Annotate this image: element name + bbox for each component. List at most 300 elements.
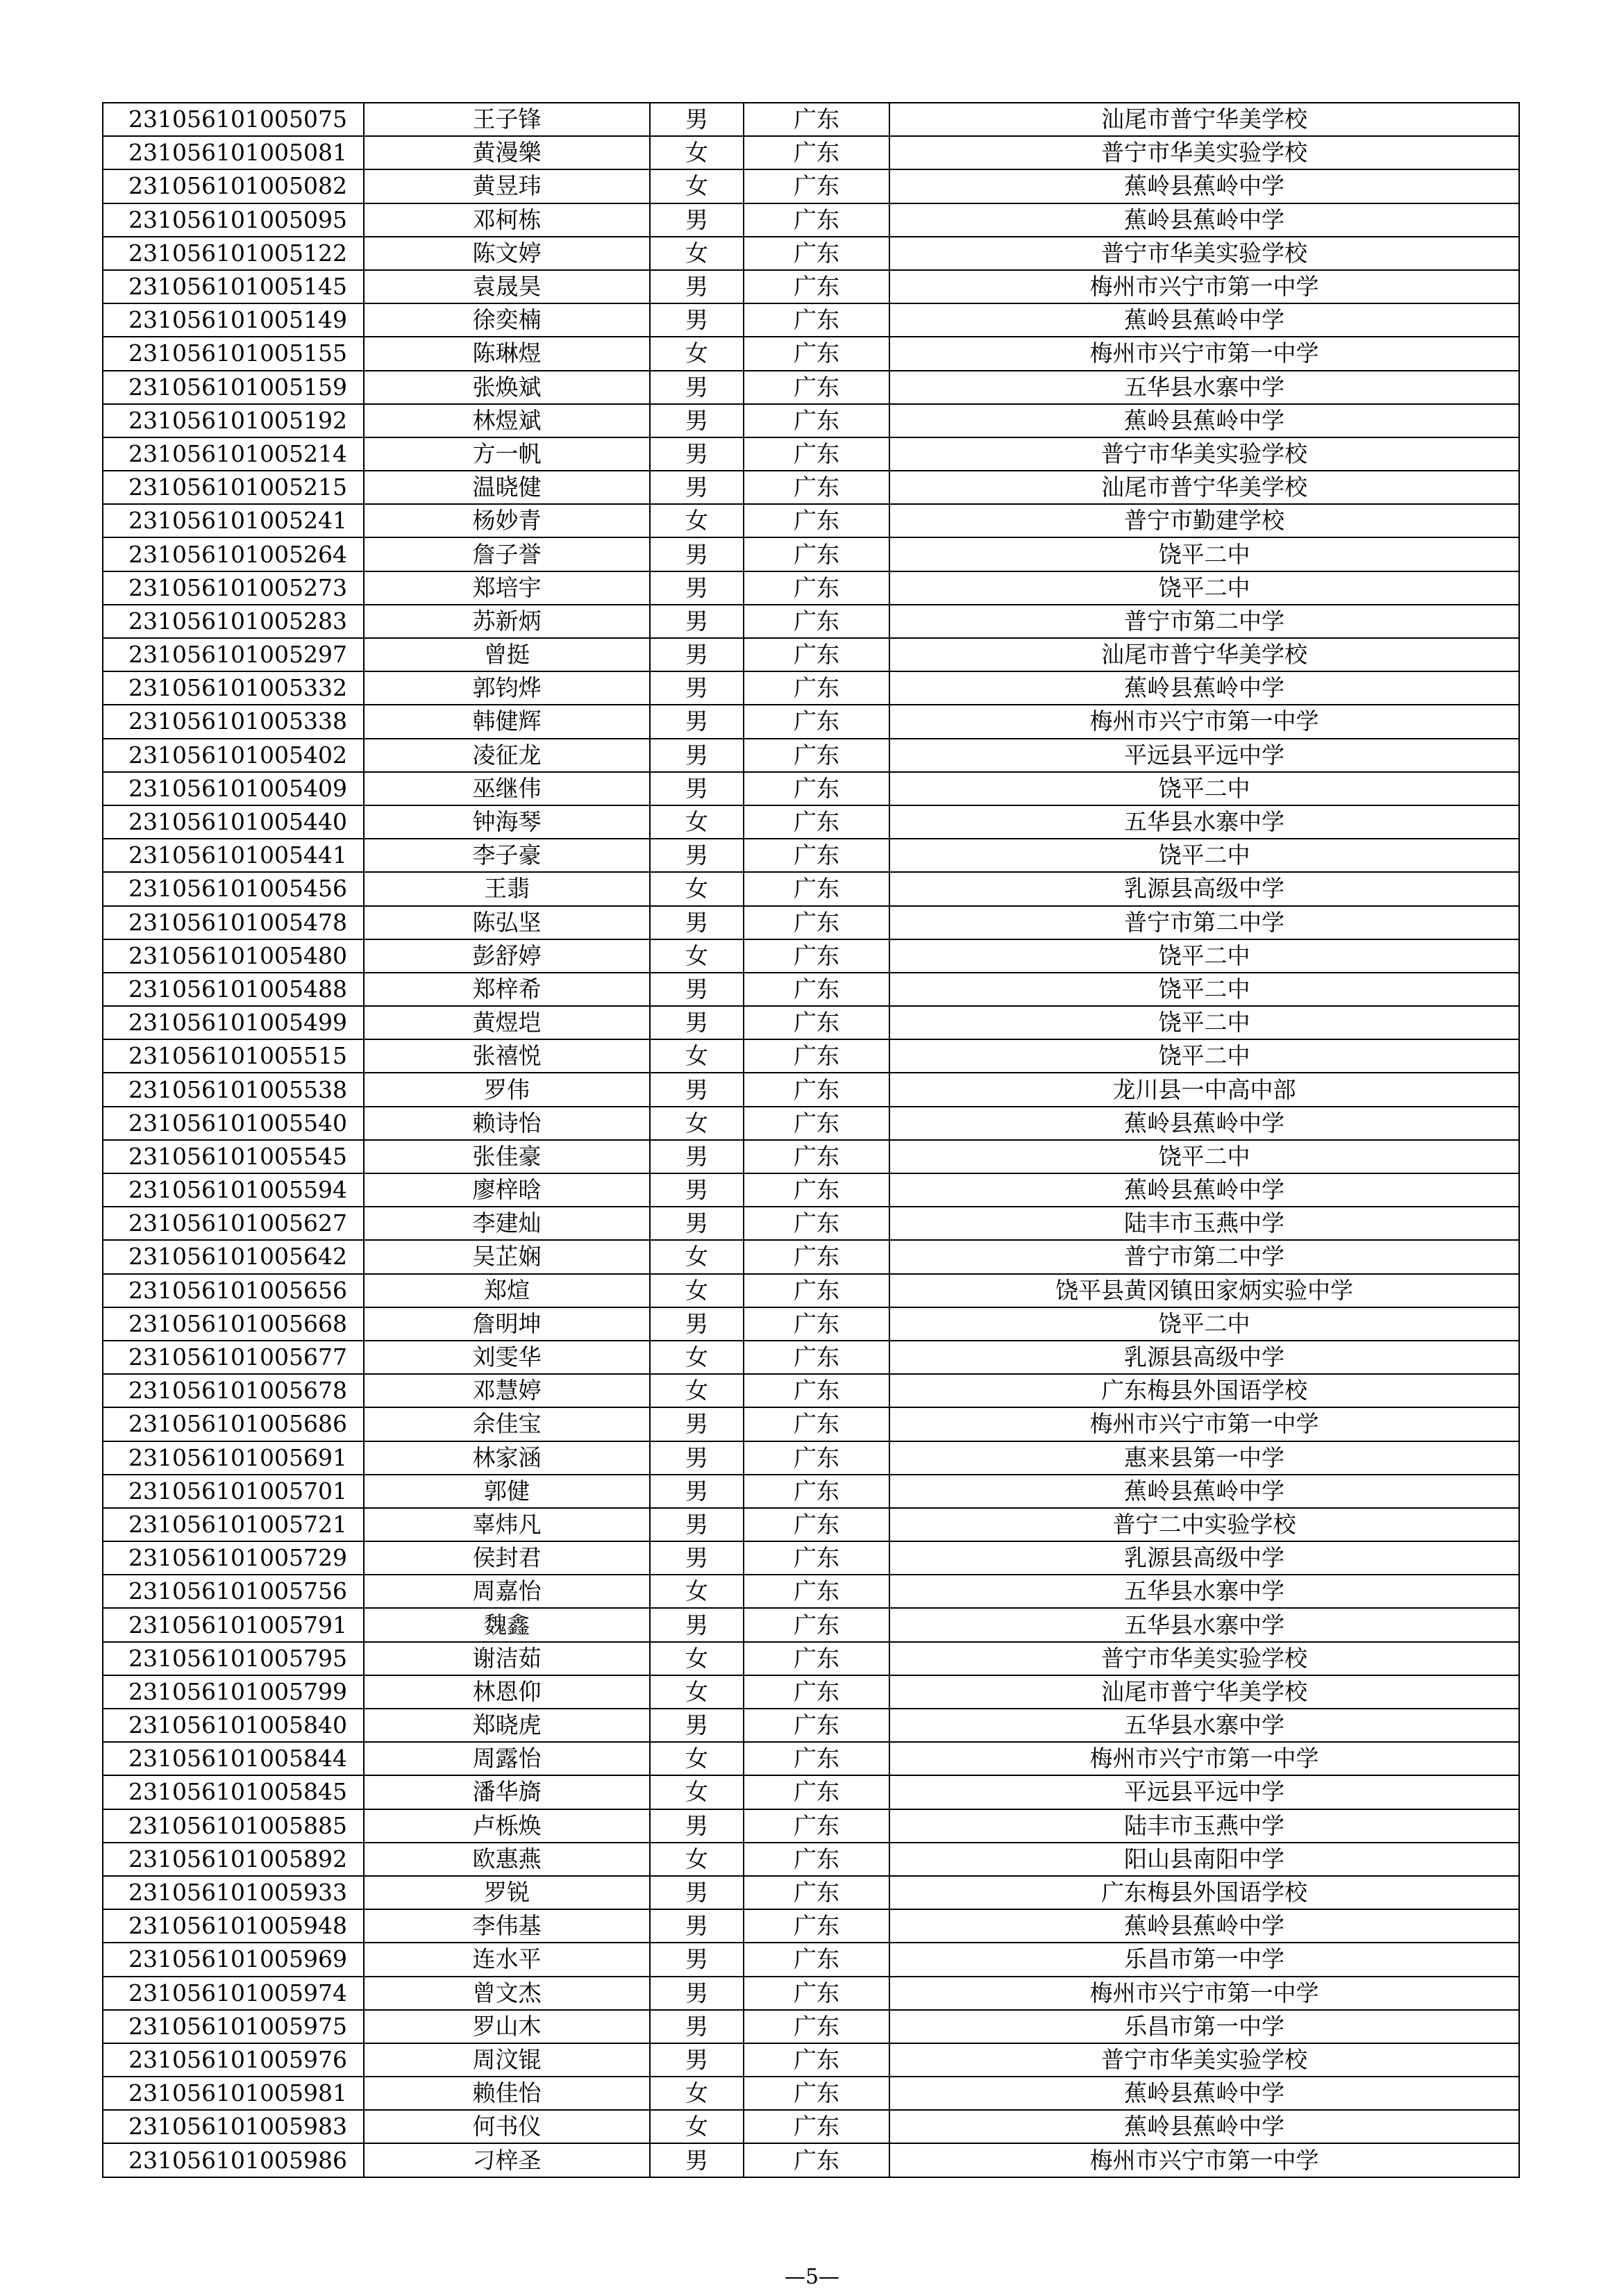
cell-gender: 女 xyxy=(650,1240,744,1273)
cell-province: 广东 xyxy=(744,1039,889,1073)
cell-exam-id: 231056101005338 xyxy=(103,705,364,738)
cell-school: 汕尾市普宁华美学校 xyxy=(889,1675,1519,1709)
table-row xyxy=(103,805,1519,839)
cell-province: 广东 xyxy=(744,1709,889,1742)
cell-gender: 男 xyxy=(650,605,744,638)
cell-province: 广东 xyxy=(744,2110,889,2143)
table-row xyxy=(103,1207,1519,1240)
cell-province: 广东 xyxy=(744,1173,889,1207)
cell-province: 广东 xyxy=(744,1742,889,1775)
cell-exam-id: 231056101005441 xyxy=(103,839,364,872)
table-row xyxy=(103,1039,1519,1073)
table-row xyxy=(103,1441,1519,1475)
cell-school: 蕉岭县蕉岭中学 xyxy=(889,1107,1519,1140)
cell-exam-id: 231056101005799 xyxy=(103,1675,364,1709)
table-row xyxy=(103,1073,1519,1106)
cell-exam-id: 231056101005538 xyxy=(103,1073,364,1106)
cell-gender: 男 xyxy=(650,1073,744,1106)
cell-exam-id: 231056101005264 xyxy=(103,537,364,571)
cell-name: 刘雯华 xyxy=(364,1341,650,1374)
table-row xyxy=(103,404,1519,437)
cell-school: 五华县水寨中学 xyxy=(889,371,1519,404)
table-row xyxy=(103,504,1519,537)
cell-exam-id: 231056101005456 xyxy=(103,872,364,905)
cell-school: 饶平二中 xyxy=(889,839,1519,872)
cell-gender: 女 xyxy=(650,1341,744,1374)
cell-school: 蕉岭县蕉岭中学 xyxy=(889,404,1519,437)
cell-exam-id: 231056101005081 xyxy=(103,136,364,169)
table-row xyxy=(103,270,1519,303)
cell-name: 彭舒婷 xyxy=(364,939,650,973)
cell-name: 赖佳怡 xyxy=(364,2077,650,2110)
cell-exam-id: 231056101005933 xyxy=(103,1876,364,1909)
cell-school: 平远县平远中学 xyxy=(889,739,1519,772)
table-row xyxy=(103,1173,1519,1207)
cell-name: 钟海琴 xyxy=(364,805,650,839)
table-row xyxy=(103,1240,1519,1273)
cell-province: 广东 xyxy=(744,772,889,805)
cell-school: 广东梅县外国语学校 xyxy=(889,1876,1519,1909)
table-row xyxy=(103,1475,1519,1508)
cell-school: 饶平二中 xyxy=(889,1006,1519,1039)
cell-school: 梅州市兴宁市第一中学 xyxy=(889,2143,1519,2177)
cell-school: 乳源县高级中学 xyxy=(889,872,1519,905)
cell-exam-id: 231056101005983 xyxy=(103,2110,364,2143)
cell-exam-id: 231056101005840 xyxy=(103,1709,364,1742)
cell-gender: 女 xyxy=(650,169,744,203)
cell-name: 杨妙青 xyxy=(364,504,650,537)
cell-exam-id: 231056101005499 xyxy=(103,1006,364,1039)
cell-province: 广东 xyxy=(744,1775,889,1809)
cell-name: 廖梓晗 xyxy=(364,1173,650,1207)
cell-name: 罗山木 xyxy=(364,2010,650,2043)
cell-school: 普宁市华美实验学校 xyxy=(889,136,1519,169)
cell-province: 广东 xyxy=(744,739,889,772)
cell-gender: 女 xyxy=(650,337,744,370)
table-row xyxy=(103,571,1519,605)
cell-gender: 女 xyxy=(650,1274,744,1307)
cell-province: 广东 xyxy=(744,805,889,839)
cell-exam-id: 231056101005192 xyxy=(103,404,364,437)
table-row xyxy=(103,1909,1519,1943)
cell-school: 饶平二中 xyxy=(889,939,1519,973)
cell-gender: 男 xyxy=(650,303,744,337)
cell-exam-id: 231056101005845 xyxy=(103,1775,364,1809)
cell-exam-id: 231056101005402 xyxy=(103,739,364,772)
cell-school: 饶平二中 xyxy=(889,1039,1519,1073)
cell-exam-id: 231056101005297 xyxy=(103,638,364,671)
cell-province: 广东 xyxy=(744,471,889,504)
cell-exam-id: 231056101005273 xyxy=(103,571,364,605)
cell-name: 曾文杰 xyxy=(364,1977,650,2010)
cell-school: 蕉岭县蕉岭中学 xyxy=(889,203,1519,237)
table-row xyxy=(103,939,1519,973)
cell-gender: 男 xyxy=(650,1809,744,1843)
cell-name: 凌征龙 xyxy=(364,739,650,772)
cell-name: 郑晓虎 xyxy=(364,1709,650,1742)
cell-province: 广东 xyxy=(744,371,889,404)
cell-province: 广东 xyxy=(744,1006,889,1039)
table-row xyxy=(103,1006,1519,1039)
cell-school: 饶平二中 xyxy=(889,973,1519,1006)
cell-name: 曾挺 xyxy=(364,638,650,671)
cell-province: 广东 xyxy=(744,1876,889,1909)
table-row xyxy=(103,1977,1519,2010)
cell-school: 饶平二中 xyxy=(889,1307,1519,1341)
table-row xyxy=(103,739,1519,772)
cell-name: 邓慧婷 xyxy=(364,1374,650,1407)
cell-school: 乳源县高级中学 xyxy=(889,1541,1519,1575)
cell-province: 广东 xyxy=(744,939,889,973)
cell-school: 五华县水寨中学 xyxy=(889,1575,1519,1608)
cell-gender: 男 xyxy=(650,973,744,1006)
cell-exam-id: 231056101005656 xyxy=(103,1274,364,1307)
cell-name: 张佳豪 xyxy=(364,1140,650,1173)
cell-school: 饶平县黄冈镇田家炳实验中学 xyxy=(889,1274,1519,1307)
table-row xyxy=(103,1876,1519,1909)
cell-province: 广东 xyxy=(744,1909,889,1943)
table-row xyxy=(103,839,1519,872)
cell-exam-id: 231056101005729 xyxy=(103,1541,364,1575)
cell-province: 广东 xyxy=(744,203,889,237)
cell-school: 陆丰市玉燕中学 xyxy=(889,1809,1519,1843)
cell-gender: 男 xyxy=(650,772,744,805)
cell-exam-id: 231056101005332 xyxy=(103,671,364,705)
table-row xyxy=(103,1541,1519,1575)
cell-exam-id: 231056101005075 xyxy=(103,103,364,136)
cell-gender: 男 xyxy=(650,2143,744,2177)
cell-province: 广东 xyxy=(744,103,889,136)
cell-exam-id: 231056101005642 xyxy=(103,1240,364,1273)
cell-gender: 男 xyxy=(650,1977,744,2010)
table-row xyxy=(103,437,1519,471)
cell-name: 罗锐 xyxy=(364,1876,650,1909)
cell-gender: 男 xyxy=(650,1307,744,1341)
cell-exam-id: 231056101005409 xyxy=(103,772,364,805)
table-row xyxy=(103,2077,1519,2110)
cell-name: 郑梓希 xyxy=(364,973,650,1006)
cell-province: 广东 xyxy=(744,1809,889,1843)
cell-province: 广东 xyxy=(744,839,889,872)
cell-gender: 男 xyxy=(650,839,744,872)
cell-province: 广东 xyxy=(744,1240,889,1273)
table-row xyxy=(103,671,1519,705)
cell-name: 欧惠燕 xyxy=(364,1843,650,1876)
cell-province: 广东 xyxy=(744,638,889,671)
cell-school: 普宁市勤建学校 xyxy=(889,504,1519,537)
cell-gender: 女 xyxy=(650,2077,744,2110)
cell-name: 周露怡 xyxy=(364,1742,650,1775)
cell-province: 广东 xyxy=(744,1608,889,1641)
table-row xyxy=(103,638,1519,671)
cell-gender: 女 xyxy=(650,1039,744,1073)
cell-school: 乳源县高级中学 xyxy=(889,1341,1519,1374)
cell-exam-id: 231056101005948 xyxy=(103,1909,364,1943)
cell-school: 梅州市兴宁市第一中学 xyxy=(889,270,1519,303)
table-row xyxy=(103,1274,1519,1307)
cell-exam-id: 231056101005974 xyxy=(103,1977,364,2010)
table-row xyxy=(103,1374,1519,1407)
cell-gender: 男 xyxy=(650,471,744,504)
cell-exam-id: 231056101005122 xyxy=(103,237,364,270)
cell-exam-id: 231056101005791 xyxy=(103,1608,364,1641)
cell-province: 广东 xyxy=(744,1575,889,1608)
cell-province: 广东 xyxy=(744,2010,889,2043)
cell-gender: 女 xyxy=(650,237,744,270)
cell-exam-id: 231056101005844 xyxy=(103,1742,364,1775)
cell-name: 侯封君 xyxy=(364,1541,650,1575)
table-row xyxy=(103,2143,1519,2177)
cell-name: 谢洁茹 xyxy=(364,1642,650,1675)
table-row xyxy=(103,705,1519,738)
table-row xyxy=(103,1341,1519,1374)
cell-exam-id: 231056101005145 xyxy=(103,270,364,303)
cell-gender: 男 xyxy=(650,203,744,237)
cell-province: 广东 xyxy=(744,504,889,537)
cell-exam-id: 231056101005478 xyxy=(103,906,364,939)
cell-gender: 男 xyxy=(650,1608,744,1641)
cell-school: 阳山县南阳中学 xyxy=(889,1843,1519,1876)
cell-school: 蕉岭县蕉岭中学 xyxy=(889,671,1519,705)
cell-school: 广东梅县外国语学校 xyxy=(889,1374,1519,1407)
cell-exam-id: 231056101005795 xyxy=(103,1642,364,1675)
cell-gender: 男 xyxy=(650,1876,744,1909)
cell-school: 普宁二中实验学校 xyxy=(889,1508,1519,1541)
cell-exam-id: 231056101005686 xyxy=(103,1407,364,1441)
cell-gender: 男 xyxy=(650,437,744,471)
roster-sheet xyxy=(102,102,1520,2178)
cell-name: 赖诗怡 xyxy=(364,1107,650,1140)
cell-gender: 男 xyxy=(650,571,744,605)
cell-school: 蕉岭县蕉岭中学 xyxy=(889,303,1519,337)
cell-gender: 男 xyxy=(650,1407,744,1441)
cell-gender: 男 xyxy=(650,1173,744,1207)
cell-name: 詹明坤 xyxy=(364,1307,650,1341)
table-row xyxy=(103,471,1519,504)
cell-province: 广东 xyxy=(744,303,889,337)
cell-gender: 男 xyxy=(650,739,744,772)
cell-exam-id: 231056101005668 xyxy=(103,1307,364,1341)
table-row xyxy=(103,237,1519,270)
cell-school: 普宁市华美实验学校 xyxy=(889,437,1519,471)
cell-exam-id: 231056101005283 xyxy=(103,605,364,638)
cell-gender: 男 xyxy=(650,1508,744,1541)
cell-school: 惠来县第一中学 xyxy=(889,1441,1519,1475)
table-row xyxy=(103,1709,1519,1742)
cell-gender: 女 xyxy=(650,136,744,169)
cell-gender: 男 xyxy=(650,2043,744,2077)
cell-name: 苏新炳 xyxy=(364,605,650,638)
cell-province: 广东 xyxy=(744,1374,889,1407)
cell-name: 辜炜凡 xyxy=(364,1508,650,1541)
cell-province: 广东 xyxy=(744,2143,889,2177)
cell-gender: 男 xyxy=(650,638,744,671)
cell-school: 蕉岭县蕉岭中学 xyxy=(889,2110,1519,2143)
table-row xyxy=(103,203,1519,237)
cell-name: 温晓健 xyxy=(364,471,650,504)
cell-name: 黄昱玮 xyxy=(364,169,650,203)
cell-exam-id: 231056101005159 xyxy=(103,371,364,404)
cell-school: 五华县水寨中学 xyxy=(889,1709,1519,1742)
cell-gender: 男 xyxy=(650,371,744,404)
cell-gender: 男 xyxy=(650,1909,744,1943)
cell-name: 周汶锟 xyxy=(364,2043,650,2077)
cell-gender: 男 xyxy=(650,1441,744,1475)
cell-school: 蕉岭县蕉岭中学 xyxy=(889,169,1519,203)
cell-exam-id: 231056101005701 xyxy=(103,1475,364,1508)
cell-school: 普宁市第二中学 xyxy=(889,605,1519,638)
cell-school: 蕉岭县蕉岭中学 xyxy=(889,2077,1519,2110)
cell-exam-id: 231056101005721 xyxy=(103,1508,364,1541)
cell-exam-id: 231056101005981 xyxy=(103,2077,364,2110)
cell-province: 广东 xyxy=(744,537,889,571)
table-row xyxy=(103,1107,1519,1140)
table-row xyxy=(103,872,1519,905)
cell-exam-id: 231056101005540 xyxy=(103,1107,364,1140)
cell-name: 余佳宝 xyxy=(364,1407,650,1441)
table-row xyxy=(103,1675,1519,1709)
cell-gender: 男 xyxy=(650,2010,744,2043)
table-row xyxy=(103,537,1519,571)
table-row xyxy=(103,103,1519,136)
cell-province: 广东 xyxy=(744,1642,889,1675)
table-row xyxy=(103,973,1519,1006)
cell-name: 林煜斌 xyxy=(364,404,650,437)
table-row xyxy=(103,1809,1519,1843)
cell-name: 黄漫樂 xyxy=(364,136,650,169)
cell-gender: 女 xyxy=(650,1642,744,1675)
table-row xyxy=(103,1642,1519,1675)
cell-exam-id: 231056101005756 xyxy=(103,1575,364,1608)
cell-name: 韩健辉 xyxy=(364,705,650,738)
cell-exam-id: 231056101005677 xyxy=(103,1341,364,1374)
cell-exam-id: 231056101005975 xyxy=(103,2010,364,2043)
cell-province: 广东 xyxy=(744,973,889,1006)
table-row xyxy=(103,1307,1519,1341)
cell-province: 广东 xyxy=(744,1073,889,1106)
cell-gender: 女 xyxy=(650,805,744,839)
table-row xyxy=(103,136,1519,169)
cell-name: 郑煊 xyxy=(364,1274,650,1307)
cell-school: 汕尾市普宁华美学校 xyxy=(889,103,1519,136)
cell-gender: 男 xyxy=(650,1207,744,1240)
cell-exam-id: 231056101005214 xyxy=(103,437,364,471)
cell-school: 饶平二中 xyxy=(889,1140,1519,1173)
cell-gender: 男 xyxy=(650,906,744,939)
cell-gender: 女 xyxy=(650,1575,744,1608)
cell-school: 五华县水寨中学 xyxy=(889,805,1519,839)
cell-exam-id: 231056101005440 xyxy=(103,805,364,839)
table-row xyxy=(103,2010,1519,2043)
cell-school: 梅州市兴宁市第一中学 xyxy=(889,1977,1519,2010)
cell-school: 蕉岭县蕉岭中学 xyxy=(889,1173,1519,1207)
cell-name: 陈文婷 xyxy=(364,237,650,270)
cell-school: 饶平二中 xyxy=(889,571,1519,605)
cell-gender: 男 xyxy=(650,404,744,437)
cell-school: 普宁市华美实验学校 xyxy=(889,1642,1519,1675)
cell-exam-id: 231056101005892 xyxy=(103,1843,364,1876)
cell-exam-id: 231056101005545 xyxy=(103,1140,364,1173)
cell-exam-id: 231056101005480 xyxy=(103,939,364,973)
cell-province: 广东 xyxy=(744,169,889,203)
cell-school: 陆丰市玉燕中学 xyxy=(889,1207,1519,1240)
cell-school: 梅州市兴宁市第一中学 xyxy=(889,705,1519,738)
table-row xyxy=(103,1575,1519,1608)
cell-gender: 男 xyxy=(650,537,744,571)
cell-exam-id: 231056101005082 xyxy=(103,169,364,203)
cell-province: 广东 xyxy=(744,1341,889,1374)
table-row xyxy=(103,1943,1519,1976)
cell-province: 广东 xyxy=(744,437,889,471)
cell-province: 广东 xyxy=(744,270,889,303)
cell-school: 普宁市华美实验学校 xyxy=(889,237,1519,270)
cell-province: 广东 xyxy=(744,605,889,638)
cell-school: 饶平二中 xyxy=(889,537,1519,571)
cell-province: 广东 xyxy=(744,1508,889,1541)
cell-province: 广东 xyxy=(744,872,889,905)
cell-name: 李伟基 xyxy=(364,1909,650,1943)
cell-name: 李子豪 xyxy=(364,839,650,872)
cell-name: 郭钧烨 xyxy=(364,671,650,705)
cell-exam-id: 231056101005488 xyxy=(103,973,364,1006)
cell-gender: 女 xyxy=(650,1107,744,1140)
cell-gender: 男 xyxy=(650,1943,744,1976)
cell-province: 广东 xyxy=(744,136,889,169)
cell-province: 广东 xyxy=(744,1943,889,1976)
cell-school: 五华县水寨中学 xyxy=(889,1608,1519,1641)
cell-gender: 男 xyxy=(650,103,744,136)
cell-name: 方一帆 xyxy=(364,437,650,471)
cell-province: 广东 xyxy=(744,2077,889,2110)
cell-gender: 男 xyxy=(650,705,744,738)
table-row xyxy=(103,2110,1519,2143)
cell-exam-id: 231056101005627 xyxy=(103,1207,364,1240)
cell-province: 广东 xyxy=(744,1843,889,1876)
cell-exam-id: 231056101005691 xyxy=(103,1441,364,1475)
cell-gender: 男 xyxy=(650,270,744,303)
cell-school: 汕尾市普宁华美学校 xyxy=(889,638,1519,671)
cell-exam-id: 231056101005155 xyxy=(103,337,364,370)
roster-body xyxy=(103,103,1519,2177)
table-row xyxy=(103,169,1519,203)
cell-province: 广东 xyxy=(744,705,889,738)
cell-school: 乐昌市第一中学 xyxy=(889,1943,1519,1976)
cell-name: 潘华旖 xyxy=(364,1775,650,1809)
cell-gender: 男 xyxy=(650,1140,744,1173)
cell-name: 张禧悦 xyxy=(364,1039,650,1073)
cell-exam-id: 231056101005885 xyxy=(103,1809,364,1843)
cell-name: 郑培宇 xyxy=(364,571,650,605)
cell-exam-id: 231056101005515 xyxy=(103,1039,364,1073)
page-number: —5— xyxy=(784,2265,840,2289)
cell-province: 广东 xyxy=(744,1407,889,1441)
cell-exam-id: 231056101005678 xyxy=(103,1374,364,1407)
cell-name: 黄煜垲 xyxy=(364,1006,650,1039)
cell-name: 吴芷娴 xyxy=(364,1240,650,1273)
cell-school: 平远县平远中学 xyxy=(889,1775,1519,1809)
cell-name: 刁梓圣 xyxy=(364,2143,650,2177)
cell-school: 普宁市华美实验学校 xyxy=(889,2043,1519,2077)
cell-name: 罗伟 xyxy=(364,1073,650,1106)
cell-school: 蕉岭县蕉岭中学 xyxy=(889,1909,1519,1943)
cell-name: 林家涵 xyxy=(364,1441,650,1475)
cell-exam-id: 231056101005969 xyxy=(103,1943,364,1976)
cell-province: 广东 xyxy=(744,1274,889,1307)
cell-province: 广东 xyxy=(744,671,889,705)
table-row xyxy=(103,1508,1519,1541)
roster-table xyxy=(102,102,1520,2178)
cell-province: 广东 xyxy=(744,1140,889,1173)
